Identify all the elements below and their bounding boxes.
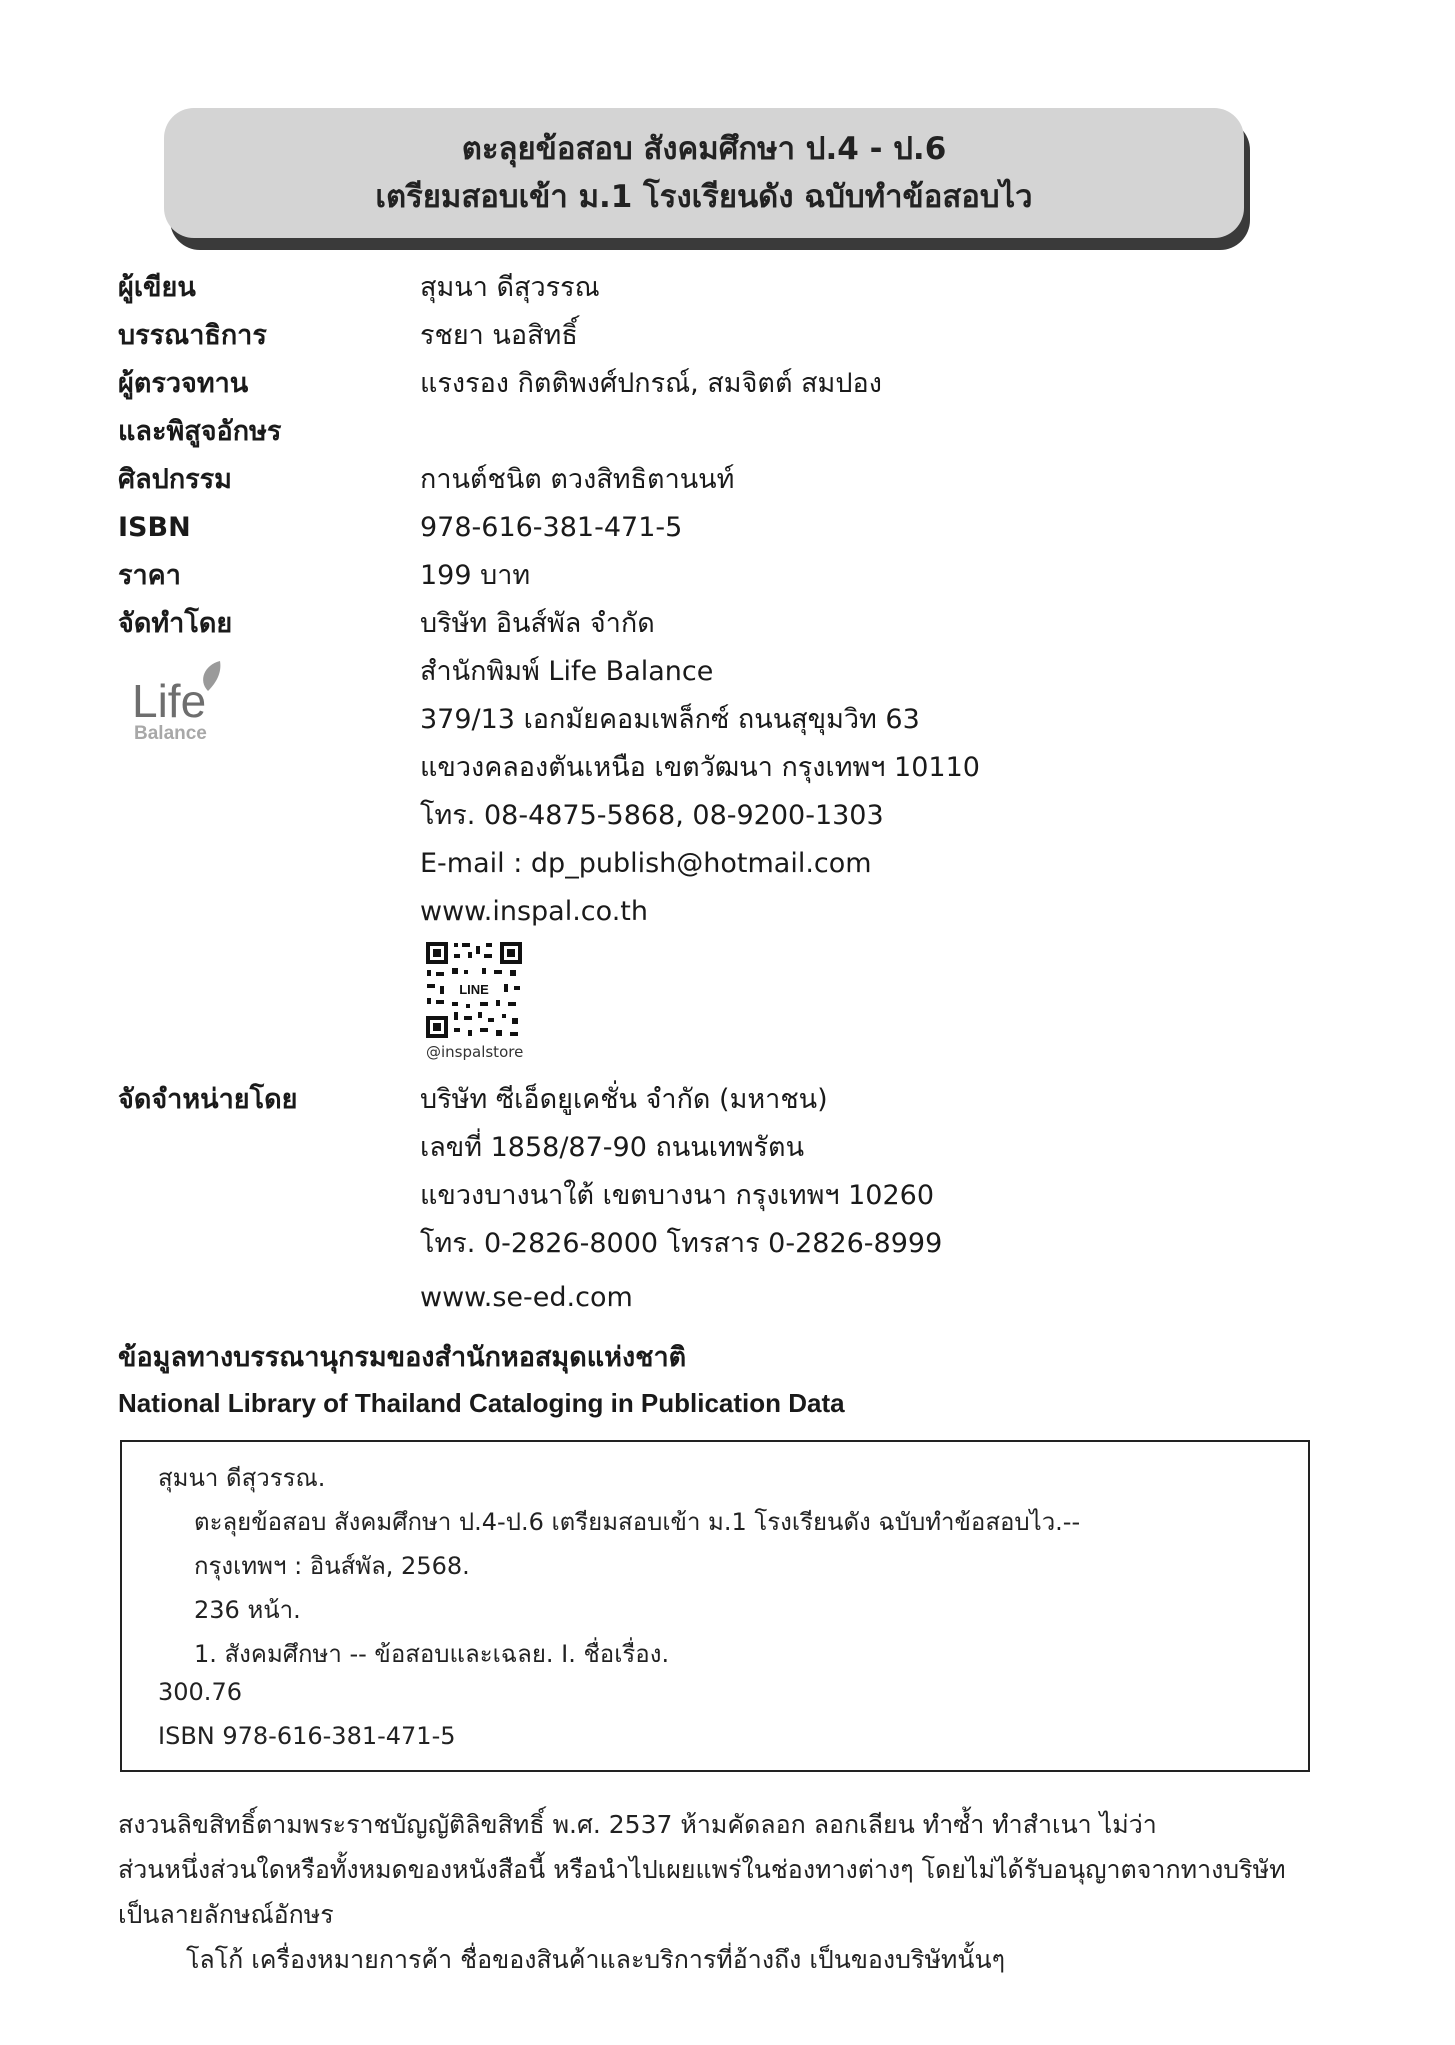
editor-value: รชยา นอสิทธิ์ bbox=[420, 320, 578, 351]
isbn-label: ISBN bbox=[118, 512, 191, 543]
producer-line-1: บริษัท อินส์พัล จำกัด bbox=[420, 608, 655, 639]
title-line-2: เตรียมสอบเข้า ม.1 โรงเรียนดัง ฉบับทำข้อสอบไว bbox=[375, 179, 1033, 215]
cip-line-1: สุมนา ดีสุวรรณ. bbox=[158, 1464, 326, 1492]
producer-label: จัดทำโดย bbox=[118, 608, 233, 639]
logo-word-life: Life bbox=[132, 675, 207, 727]
qr-caption: @inspalstore bbox=[426, 1043, 524, 1061]
producer-line-7: www.inspal.co.th bbox=[420, 896, 648, 927]
cip-line-5: 1. สังคมศึกษา -- ข้อสอบและเฉลย. I. ชื่อเรื่อง. bbox=[194, 1640, 670, 1668]
logo-word-balance: Balance bbox=[134, 723, 207, 744]
author-value: สุมนา ดีสุวรรณ bbox=[420, 272, 600, 303]
cip-box bbox=[120, 1440, 1310, 1772]
distributor-line-4: โทร. 0-2826-8000 โทรสาร 0-2826-8999 bbox=[420, 1228, 943, 1259]
legal-line-2: ส่วนหนึ่งส่วนใดหรือทั้งหมดของหนังสือนี้ หรือนำไปเผยแพร่ในช่องทางต่างๆ โดยไม่ได้รับอนุญาตจากทางบริษัท bbox=[118, 1855, 1286, 1884]
price-label: ราคา bbox=[118, 560, 181, 591]
author-label: ผู้เขียน bbox=[118, 272, 196, 303]
qr-center-label: LINE bbox=[459, 982, 489, 997]
cip-line-6: 300.76 bbox=[158, 1678, 242, 1706]
art-value: กานต์ชนิต ตวงสิทธิตานนท์ bbox=[420, 464, 735, 495]
proof-value: แรงรอง กิตติพงศ์ปกรณ์, สมจิตต์ สมปอง bbox=[420, 368, 882, 399]
art-label: ศิลปกรรม bbox=[118, 464, 232, 495]
distributor-line-3: แขวงบางนาใต้ เขตบางนา กรุงเทพฯ 10260 bbox=[420, 1180, 935, 1211]
cip-line-7: ISBN 978-616-381-471-5 bbox=[158, 1722, 456, 1750]
line-qr-code bbox=[424, 940, 524, 1040]
producer-line-5: โทร. 08-4875-5868, 08-9200-1303 bbox=[420, 800, 884, 831]
proof-label-1: ผู้ตรวจทาน bbox=[118, 368, 249, 399]
cip-title-thai: ข้อมูลทางบรรณานุกรมของสำนักหอสมุดแห่งชาติ bbox=[118, 1342, 687, 1373]
title-banner bbox=[164, 108, 1244, 238]
cip-line-2: ตะลุยข้อสอบ สังคมศึกษา ป.4-ป.6 เตรียมสอบเข้า ม.1 โรงเรียนดัง ฉบับทำข้อสอบไว.-- bbox=[194, 1508, 1081, 1536]
distributor-line-5: www.se-ed.com bbox=[420, 1282, 633, 1313]
life-balance-logo bbox=[128, 655, 240, 745]
distributor-label: จัดจำหน่ายโดย bbox=[118, 1084, 298, 1115]
legal-line-4: โลโก้ เครื่องหมายการค้า ชื่อของสินค้าและบริการที่อ้างถึง เป็นของบริษัทนั้นๆ bbox=[186, 1945, 1006, 1974]
legal-line-3: เป็นลายลักษณ์อักษร bbox=[118, 1900, 334, 1929]
cip-line-4: 236 หน้า. bbox=[194, 1596, 301, 1624]
price-value: 199 บาท bbox=[420, 560, 531, 591]
distributor-line-2: เลขที่ 1858/87-90 ถนนเทพรัตน bbox=[420, 1132, 805, 1163]
producer-line-4: แขวงคลองตันเหนือ เขตวัฒนา กรุงเทพฯ 10110 bbox=[420, 752, 980, 783]
cip-title-english: National Library of Thailand Cataloging in Publication Data bbox=[118, 1388, 845, 1418]
editor-label: บรรณาธิการ bbox=[118, 320, 267, 351]
cip-line-3: กรุงเทพฯ : อินส์พัล, 2568. bbox=[194, 1552, 470, 1580]
producer-line-3: 379/13 เอกมัยคอมเพล็กซ์ ถนนสุขุมวิท 63 bbox=[420, 704, 920, 735]
producer-line-6: E-mail : dp_publish@hotmail.com bbox=[420, 848, 872, 879]
distributor-line-1: บริษัท ซีเอ็ดยูเคชั่น จำกัด (มหาชน) bbox=[420, 1084, 828, 1115]
isbn-value: 978-616-381-471-5 bbox=[420, 512, 683, 543]
title-line-1: ตะลุยข้อสอบ สังคมศึกษา ป.4 - ป.6 bbox=[461, 131, 947, 167]
producer-line-2: สำนักพิมพ์ Life Balance bbox=[420, 656, 714, 687]
legal-line-1: สงวนลิขสิทธิ์ตามพระราชบัญญัติลิขสิทธิ์ พ.ศ. 2537 ห้ามคัดลอก ลอกเลียน ทำซ้ำ ทำสำเนา ไม่ว่า bbox=[118, 1810, 1157, 1839]
proof-label-2: และพิสูจอักษร bbox=[118, 416, 282, 447]
